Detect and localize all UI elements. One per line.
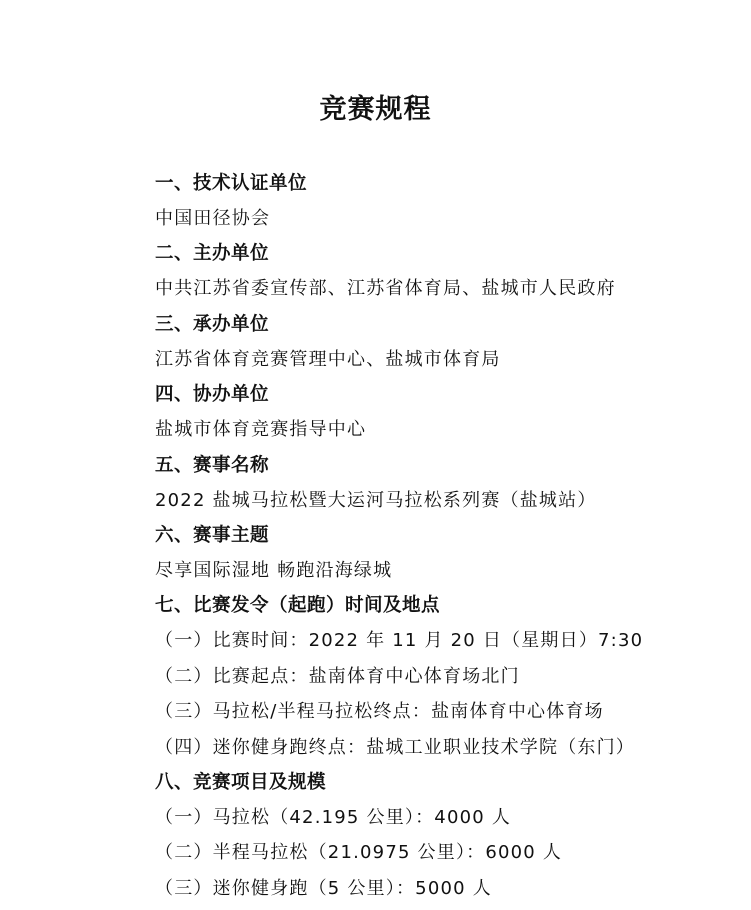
- section-text: 盐城市体育竞赛指导中心: [155, 419, 367, 441]
- section-text: 尽享国际湿地 畅跑沿海绿城: [155, 559, 393, 581]
- section-heading: 四、协办单位: [155, 384, 270, 406]
- section-text: 2022 盐城马拉松暨大运河马拉松系列赛（盐城站）: [155, 489, 597, 511]
- section-heading: 七、比赛发令（起跑）时间及地点: [155, 595, 441, 617]
- section-organizer: [155, 236, 715, 306]
- section-start-time-location: [155, 588, 715, 765]
- section-technical-certification: [155, 166, 715, 236]
- section-host: [155, 307, 715, 377]
- section-text: （三）迷你健身跑（5 公里）：5000 人: [155, 877, 492, 899]
- section-event-name: [155, 448, 715, 518]
- section-text: 中共江苏省委宣传部、江苏省体育局、盐城市人民政府: [155, 278, 616, 300]
- section-heading: 五、赛事名称: [155, 454, 270, 476]
- section-co-organizer: [155, 377, 715, 447]
- section-text: （二）比赛起点：盐南体育中心体育场北门: [155, 665, 520, 687]
- section-heading: 八、竞赛项目及规模: [155, 771, 327, 793]
- section-events-scale: [155, 765, 715, 906]
- document-body: [155, 166, 715, 906]
- section-text: （一）比赛时间：2022 年 11 月 20 日（星期日）7:30: [155, 630, 644, 652]
- section-heading: 三、承办单位: [155, 313, 270, 335]
- section-heading: 一、技术认证单位: [155, 173, 308, 194]
- section-text: 江苏省体育竞赛管理中心、盐城市体育局: [155, 348, 501, 370]
- section-text: （二）半程马拉松（21.0975 公里）：6000 人: [155, 842, 563, 864]
- section-event-theme: [155, 518, 715, 588]
- section-text: （四）迷你健身跑终点：盐城工业职业技术学院（东门）: [155, 736, 635, 758]
- section-heading: 六、赛事主题: [155, 524, 270, 546]
- document-title: 竞赛规程: [319, 94, 432, 125]
- section-text: 中国田径协会: [155, 208, 271, 229]
- section-text: （一）马拉松（42.195 公里）：4000 人: [155, 806, 512, 828]
- section-heading: 二、主办单位: [155, 243, 270, 265]
- section-text: （三）马拉松/半程马拉松终点：盐南体育中心体育场: [155, 701, 604, 723]
